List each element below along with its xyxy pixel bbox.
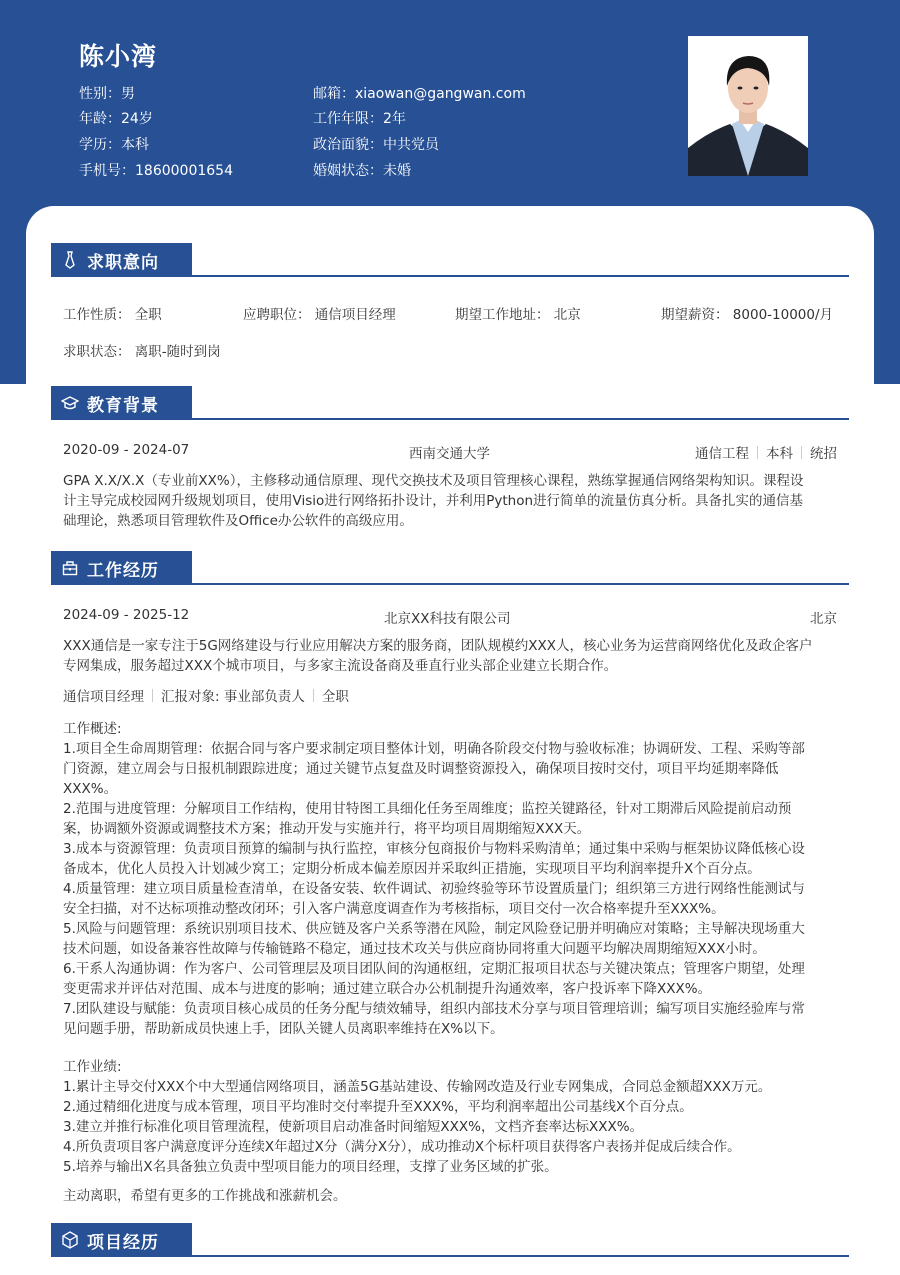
candidate-name: 陈小湾 <box>79 42 158 71</box>
education-description: GPA X.X/X.X（专业前XX%），主修移动通信原理、现代交换技术及项目管理核心课程，熟练掌握通信网络架构知识。课程设 计主导完成校园网升级规划项目，使用Visio进行网络拓扑设计，并利用Python进行简单的流量仿真分析。具备扎实的通信基 础理论，熟悉项目管理软件及Office办公软件的高级应用。 <box>63 473 804 529</box>
work-company: 北京XX科技有限公司 <box>384 611 511 627</box>
work-achievements: 工作业绩: 1.累计主导交付XXX个中大型通信网络项目，涵盖5G基站建设、传输网改造及行业专网集成，合同总金额超XXX万元。 2.通过精细化进度与成本管理，项目平均准时交付率提升至XXX%，平均利润率超出公司基线X个百分点。 3.建立并推行标准化项目管理流程，使新项目启动准备时间缩短XXX%，文档齐套率达标XXX%。 4.所负责项目客户满意度评分连续X年超过X分（满分X分），成功推动X个标杆项目获得客户表扬并促成后续合作。 5.培养与输出X名具备独立负责中型项目能力的项目经理，支撑了业务区域的扩张。 <box>63 1059 772 1175</box>
work-role-info: 通信项目经理 汇报对象: 事业部负责人 全职 <box>63 689 349 705</box>
section-header-projects <box>51 1223 849 1257</box>
section-tab-projects <box>51 1223 192 1257</box>
work-city: 北京 <box>810 611 837 627</box>
work-period: 2024-09 - 2025-12 <box>63 607 190 623</box>
intention-job-type: 工作性质： 全职 <box>63 307 162 323</box>
intention-salary: 期望薪资： 8000-10000/月 <box>661 307 834 323</box>
section-title: 工作经历 <box>87 560 159 581</box>
info-political-status: 政治面貌：中共党员 <box>313 137 439 153</box>
intention-location: 期望工作地址： 北京 <box>455 307 581 323</box>
education-period: 2020-09 - 2024-07 <box>63 442 190 458</box>
section-header-intention <box>51 243 849 277</box>
section-title: 教育背景 <box>87 395 159 416</box>
info-email: 邮箱：xiaowan@gangwan.com <box>313 86 526 102</box>
section-tab-education <box>51 386 192 420</box>
info-gender: 性别：男 <box>79 86 135 102</box>
intention-status: 求职状态： 离职-随时到岗 <box>63 344 221 360</box>
education-details: 通信工程 本科 统招 <box>695 446 837 462</box>
tie-icon <box>61 251 79 269</box>
leave-reason: 主动离职，希望有更多的工作挑战和涨薪机会。 <box>63 1188 347 1204</box>
education-school: 西南交通大学 <box>409 446 490 462</box>
info-phone: 手机号：18600001654 <box>79 163 233 179</box>
briefcase-icon <box>61 559 79 577</box>
cube-icon <box>61 1231 79 1249</box>
company-description: XXX通信是一家专注于5G网络建设与行业应用解决方案的服务商，团队规模约XXX人，核心业务为运营商网络优化及政企客户 专网集成，服务超过XXX个城市项目，与多家主流设备商及垂直行业头部企业建立长期合作。 <box>63 638 813 674</box>
section-tab-work <box>51 551 192 585</box>
intention-position: 应聘职位： 通信项目经理 <box>243 307 396 323</box>
graduation-cap-icon <box>61 394 79 412</box>
info-age: 年龄：24岁 <box>79 111 153 127</box>
work-overview: 工作概述: 1.项目全生命周期管理：依据合同与客户要求制定项目整体计划，明确各阶段交付物与验收标准；协调研发、工程、采购等部 门资源，建立周会与日报机制跟踪进度；通过关键节点复盘及时调整资源投入，确保项目按时交付，项目平均延期率降低 XXX%。 2.范围与进度管理：分解项目工作结构，使用甘特图工具细化任务至周维度；监控关键路径，针对工期滞后风险提前启动预 案，协调额外资源或调整技术方案；推动开发与实施并行，将平均项目周期缩短XXX天。 3.成本与资源管理：负责项目预算的编制与执行监控，审核分包商报价与物料采购清单；通过集中采购与框架协议降低核心设 备成本，优化人员投入计划减少窝工；定期分析成本偏差原因并采取纠正措施，实现项目平均利润率提升X个百分点。 4.质量管理：建立项目质量检查清单，在设备安装、软件调试、初验终验等环节设置质量门；组织第三方进行网络性能测试与 安全扫描，对不达标项推动整改闭环；引入客户满意度调查作为考核指标，项目交付一次合格率提升至XXX%。 5.风险与问题管理：系统识别项目技术、供应链及客户关系等潜在风险，制定风险登记册并明确应对策略；主导解决现场重大 技术问题，如设备兼容性故障与传输链路不稳定，通过技术攻关与供应商协同将重大问题平均解决周期缩短XXX小时。 6.干系人沟通协调：作为客户、公司管理层及项目团队间的沟通枢纽，定期汇报项目状态与关键决策点；管理客户期望，处理 变更需求并评估对范围、成本与进度的影响；通过建立联合办公机制提升沟通效率，客户投诉率下降XXX%。 7.团队建设与赋能：负责项目核心成员的任务分配与绩效辅导，组织内部技术分享与项目管理培训；编写项目实施经验库与常 见问题手册，帮助新成员快速上手，团队关键人员离职率维持在X%以下。 <box>63 721 805 1037</box>
section-title: 项目经历 <box>87 1232 159 1253</box>
section-header-education <box>51 386 849 420</box>
portrait-photo <box>688 36 808 176</box>
section-header-work <box>51 551 849 585</box>
info-education: 学历：本科 <box>79 137 149 153</box>
section-title: 求职意向 <box>87 252 159 273</box>
section-tab-intention <box>51 243 192 277</box>
info-work-years: 工作年限：2年 <box>313 111 406 127</box>
info-marital-status: 婚姻状态：未婚 <box>313 163 411 179</box>
